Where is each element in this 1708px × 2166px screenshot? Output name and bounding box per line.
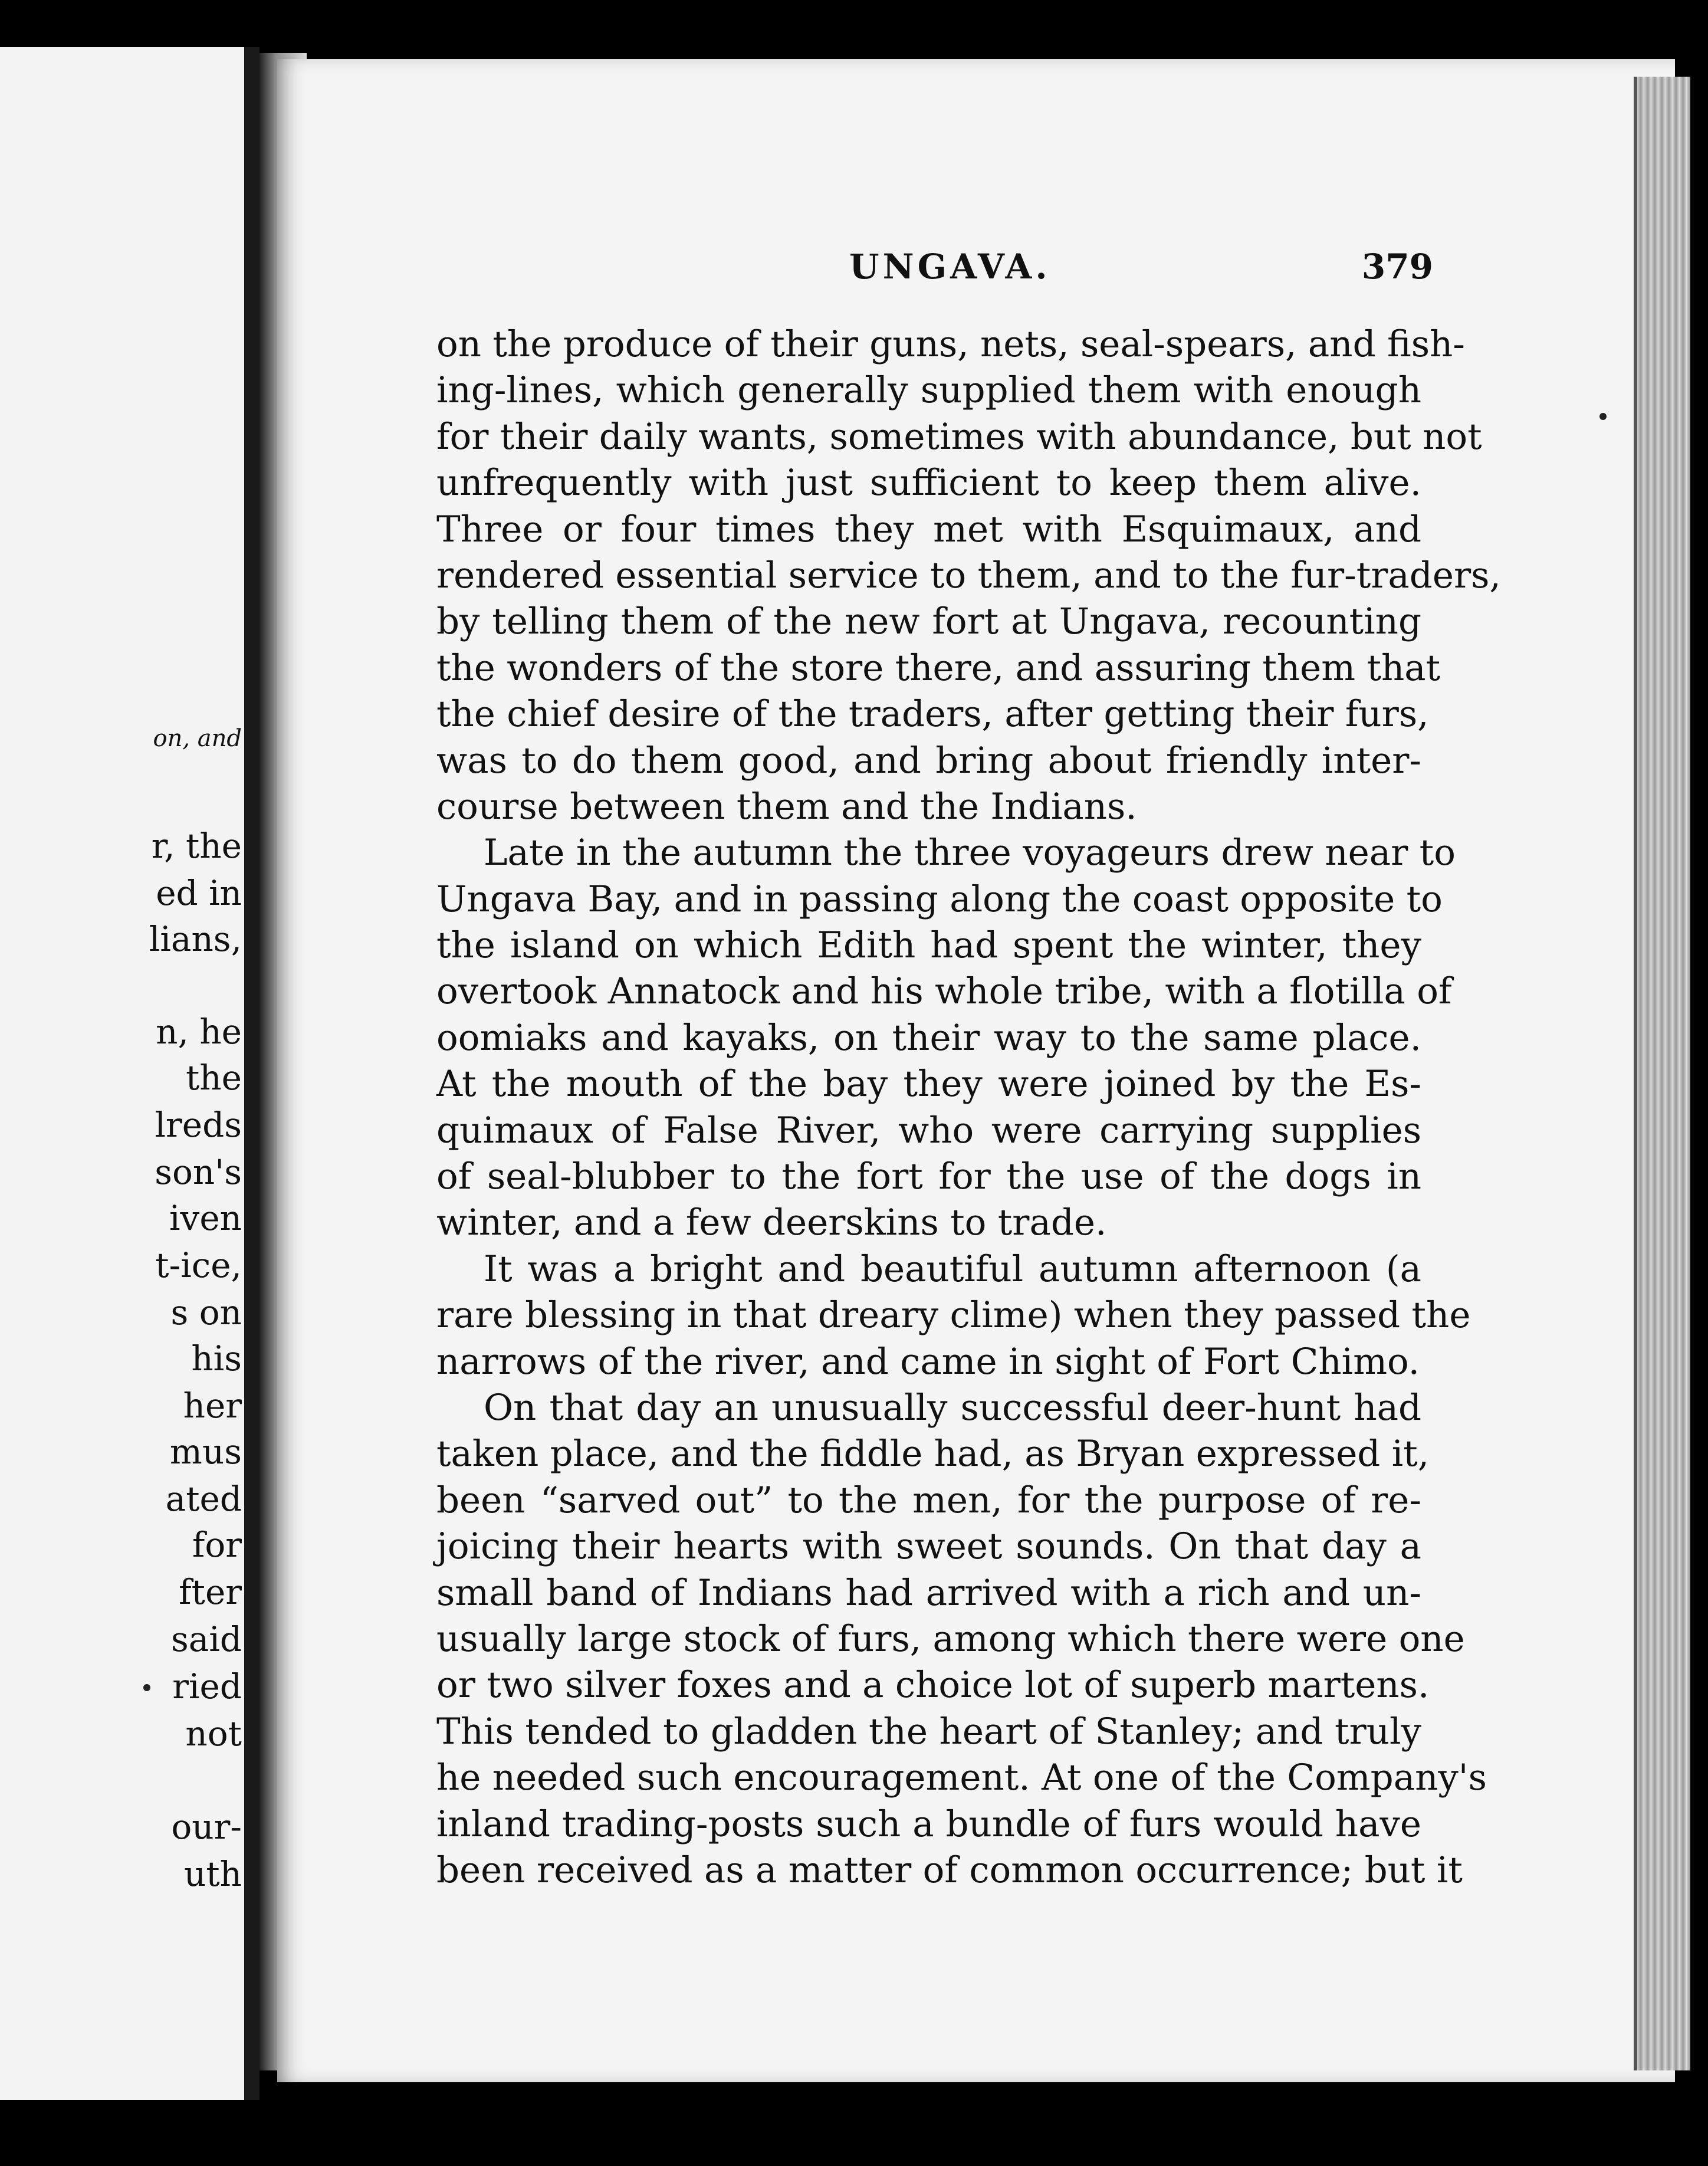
text-line: the chief desire of the traders, after getting their furs, xyxy=(436,693,1429,736)
left-page-text-fragments xyxy=(0,47,242,2100)
text-line: rare blessing in that dreary clime) when they passed the xyxy=(436,1294,1471,1337)
page-edges xyxy=(1634,77,1690,2070)
page-header xyxy=(625,247,1433,294)
text-line: On that day an unusually successful deer-hunt had xyxy=(484,1386,1421,1429)
text-line: he needed such encouragement. At one of the Company's xyxy=(436,1757,1487,1799)
text-line: ing-lines, which generally supplied them with enough xyxy=(436,369,1421,412)
text-line: the wonders of the store there, and assuring them that xyxy=(436,646,1441,689)
text-line: small band of Indians had arrived with a rich and un- xyxy=(436,1571,1421,1614)
text-line: been “sarved out” to the men, for the purpose of re- xyxy=(436,1479,1421,1521)
left-page-fragment: son's xyxy=(155,1152,242,1192)
text-line: the island on which Edith had spent the winter, they xyxy=(436,924,1421,967)
text-line: rendered essential service to them, and to the fur-traders, xyxy=(436,554,1501,596)
paragraph xyxy=(436,1246,1471,1385)
left-page-fragment: ated xyxy=(165,1479,242,1519)
left-page-fragment: not xyxy=(185,1714,242,1754)
text-line: unfrequently with just sufficient to keep them alive. xyxy=(436,462,1421,504)
text-line: oomiaks and kayaks, on their way to the same place. xyxy=(436,1016,1421,1059)
text-line: Three or four times they met with Esquimaux, and xyxy=(436,508,1421,550)
text-line: by telling them of the new fort at Ungava, recounting xyxy=(436,600,1421,643)
left-page-fragment: s on xyxy=(170,1292,242,1333)
text-line: been received as a matter of common occurrence; but it xyxy=(436,1849,1463,1891)
left-page-fragment: on, and xyxy=(153,725,242,752)
left-page-fragment: lreds xyxy=(155,1105,242,1145)
ink-speck xyxy=(143,1684,150,1691)
text-line: of seal-blubber to the fort for the use of the dogs in xyxy=(436,1156,1421,1198)
left-page-fragment: ried xyxy=(172,1666,242,1706)
text-line: narrows of the river, and came in sight of Fort Chimo. xyxy=(436,1340,1420,1383)
left-page-fragment: t-ice, xyxy=(155,1245,242,1285)
text-line: usually large stock of furs, among which there were one xyxy=(436,1617,1465,1660)
text-line: joicing their hearts with sweet sounds. On that day a xyxy=(436,1525,1421,1568)
left-page-fragment: ed in xyxy=(156,873,242,913)
text-line: Late in the autumn the three voyageurs drew near to xyxy=(484,832,1456,874)
left-page-fragment: our- xyxy=(171,1807,242,1847)
text-line: Ungava Bay, and in passing along the coast opposite to xyxy=(436,878,1443,920)
left-page-fragment: n, he xyxy=(156,1012,242,1052)
paragraph xyxy=(436,830,1456,1246)
left-page-fragment: r, the xyxy=(151,826,242,866)
text-line: on the produce of their guns, nets, seal-spears, and fish- xyxy=(436,323,1465,365)
text-line: taken place, and the fiddle had, as Bryan expressed it, xyxy=(436,1433,1430,1475)
text-line: or two silver foxes and a choice lot of superb martens. xyxy=(436,1664,1430,1706)
left-page-fragment: his xyxy=(191,1338,242,1379)
left-page-fragment: for xyxy=(192,1525,242,1565)
paragraph xyxy=(436,1385,1487,1893)
text-line: inland trading-posts such a bundle of furs would have xyxy=(436,1803,1421,1845)
text-line: was to do them good, and bring about friendly inter- xyxy=(436,739,1421,782)
left-page-fragment: uth xyxy=(183,1854,242,1894)
text-line: quimaux of False River, who were carrying supplies xyxy=(436,1109,1421,1151)
left-page-fragment: the xyxy=(186,1058,242,1098)
left-page-fragment: her xyxy=(183,1386,242,1426)
left-page-fragment: mus xyxy=(169,1432,242,1472)
text-line: course between them and the Indians. xyxy=(436,785,1137,828)
text-line: for their daily wants, sometimes with abundance, but not xyxy=(436,415,1482,458)
left-page-fragment: fter xyxy=(179,1572,242,1612)
text-line: It was a bright and beautiful autumn afternoon (a xyxy=(484,1248,1421,1290)
left-page-fragment: said xyxy=(170,1619,242,1659)
ink-speck xyxy=(1599,413,1607,420)
body-text xyxy=(436,321,1501,1893)
page-number: 379 xyxy=(1361,247,1433,287)
text-line: At the mouth of the bay they were joined by the Es- xyxy=(436,1063,1421,1105)
text-line: winter, and a few deerskins to trade. xyxy=(436,1202,1107,1244)
left-page-fragment: iven xyxy=(169,1198,242,1238)
left-page-fragment: lians, xyxy=(149,919,242,959)
paragraph xyxy=(436,321,1501,830)
left-facing-page xyxy=(0,47,260,2100)
text-line: overtook Annatock and his whole tribe, with a flotilla of xyxy=(436,970,1452,1013)
running-head: UNGAVA. xyxy=(849,247,1051,287)
text-line: This tended to gladden the heart of Stanley; and truly xyxy=(436,1710,1421,1753)
